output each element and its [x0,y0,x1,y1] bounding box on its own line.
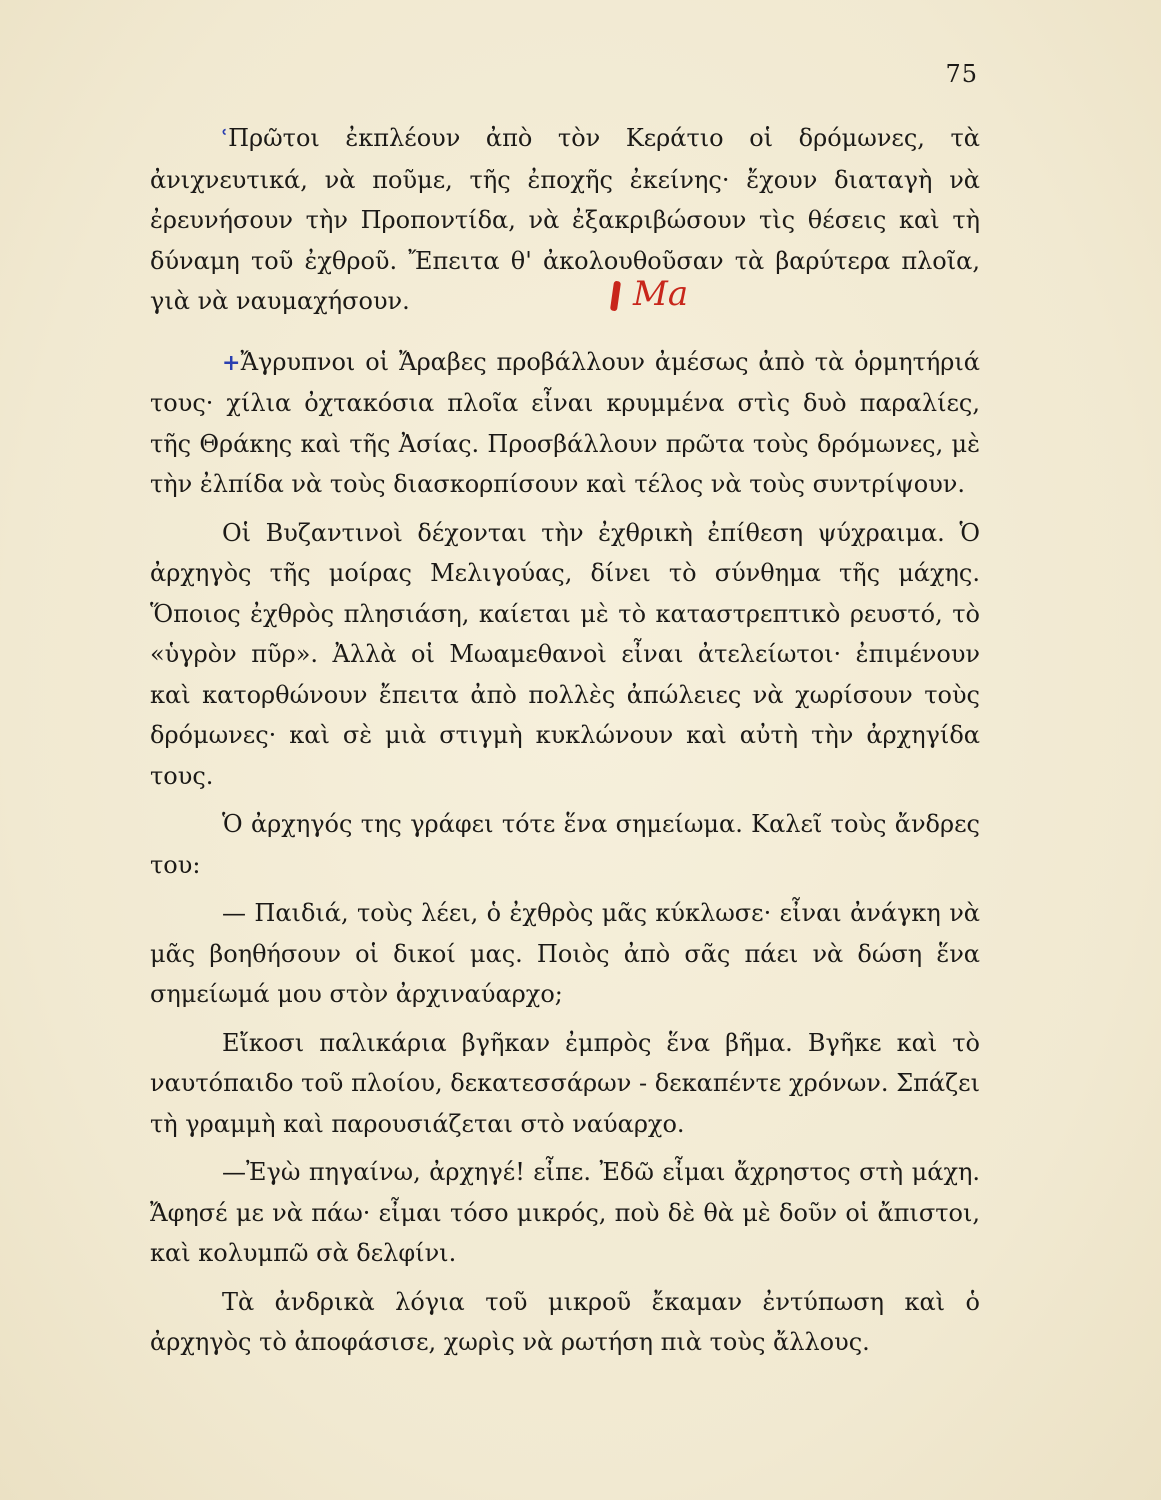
paragraph-1 [150,118,980,322]
paragraph-5: — Παιδιά, τοὺς λέει, ὁ ἐχθρὸς μᾶς κύκλωσε· εἶναι ἀνάγκη νὰ μᾶς βοηθήσουν οἱ δικοί μας. Ποιὸς ἀπὸ σᾶς πάει νὰ δώση ἕνα σημείωμά μου στὸν ἀρχιναύαρχο; [150,899,980,1008]
handwritten-note-text: Ma [633,274,689,314]
paragraph-8: Τὰ ἀνδρικὰ λόγια τοῦ μικροῦ ἔκαμαν ἐντύπωση καὶ ὁ ἀρχηγὸς τὸ ἀποφάσισε, χωρὶς νὰ ρωτήση πιὰ τοὺς ἄλλους. [150,1287,980,1356]
paragraph-2-text: Ἄγρυπνοι οἱ Ἄραβες προβάλλουν ἀμέσως ἀπὸ τὰ ὁρμητήριά τους· χίλια ὀχτακόσια πλοῖα εἶναι κρυμμένα στὶς δυὸ παραλίες, τῆς Θράκης καὶ τῆς Ἀσίας. Προσβάλλουν πρῶτα τοὺς δρόμωνες, μὲ τὴν ἐλπίδα νὰ τοὺς διασκορπίσουν καὶ τέλος νὰ τοὺς συντρίψουν. [150,347,980,498]
paragraph-1-text: Πρῶτοι ἐκπλέουν ἀπὸ τὸν Κεράτιο οἱ δρόμωνες, τὰ ἀνιχνευτικά, νὰ ποῦμε, τῆς ἐποχῆς ἐκείνης· ἔχουν διαταγὴ νὰ ἐρευνήσουν τὴν Προποντίδα, νὰ ἐξακριβώσουν τὶς θέσεις καὶ τὴ δύναμη τοῦ ἐχθροῦ. Ἔπειτα θ' ἀκολουθοῦσαν τὰ βαρύτερα πλοῖα, γιὰ νὰ ναυμαχήσουν. [150,124,980,315]
body-text [150,118,980,1363]
page-number: 75 [945,60,978,88]
blue-pen-mark-icon: + [222,349,241,376]
paragraph-6: Εἴκοσι παλικάρια βγῆκαν ἐμπρὸς ἕνα βῆμα. Βγῆκε καὶ τὸ ναυτόπαιδο τοῦ πλοίου, δεκατεσσάρων - δεκαπέντε χρόνων. Σπάζει τὴ γραμμὴ καὶ παρουσιάζεται στὸ ναύαρχο. [150,1028,980,1138]
paragraph-2 [150,342,980,505]
paragraph-4: Ὁ ἀρχηγός της γράφει τότε ἕνα σημείωμα. Καλεῖ τοὺς ἄνδρες του: [150,810,980,879]
paragraph-3: Οἱ Βυζαντινοὶ δέχονται τὴν ἐχθρικὴ ἐπίθεση ψύχραιμα. Ὁ ἀρχηγὸς τῆς μοίρας Μελιγούας, δίνει τὸ σύνθημα τῆς μάχης. Ὅποιος ἐχθρὸς πλησιάση, καίεται μὲ τὸ καταστρεπτικὸ ρευστό, τὸ «ὑγρὸν πῦρ». Ἀλλὰ οἱ Μωαμεθανοὶ εἶναι ἀτελείωτοι· ἐπιμένουν καὶ κατορθώνουν ἔπειτα ἀπὸ πολλὲς ἀπώλειες νὰ χωρίσουν τοὺς δρόμωνες· καὶ σὲ μιὰ στιγμὴ κυκλώνουν καὶ αὐτὴ τὴν ἀρχηγίδα τους. [150,518,980,790]
blue-pen-mark-icon: ʿ [220,126,229,152]
paragraph-7: —Ἐγὼ πηγαίνω, ἀρχηγέ! εἶπε. Ἐδῶ εἶμαι ἄχρηστος στὴ μάχη. Ἄφησέ με νὰ πάω· εἶμαι τόσο μικρός, ποὺ δὲ θὰ μὲ δοῦν οἱ ἄπιστοι, καὶ κολυμπῶ σὰ δελφίνι. [150,1158,980,1267]
